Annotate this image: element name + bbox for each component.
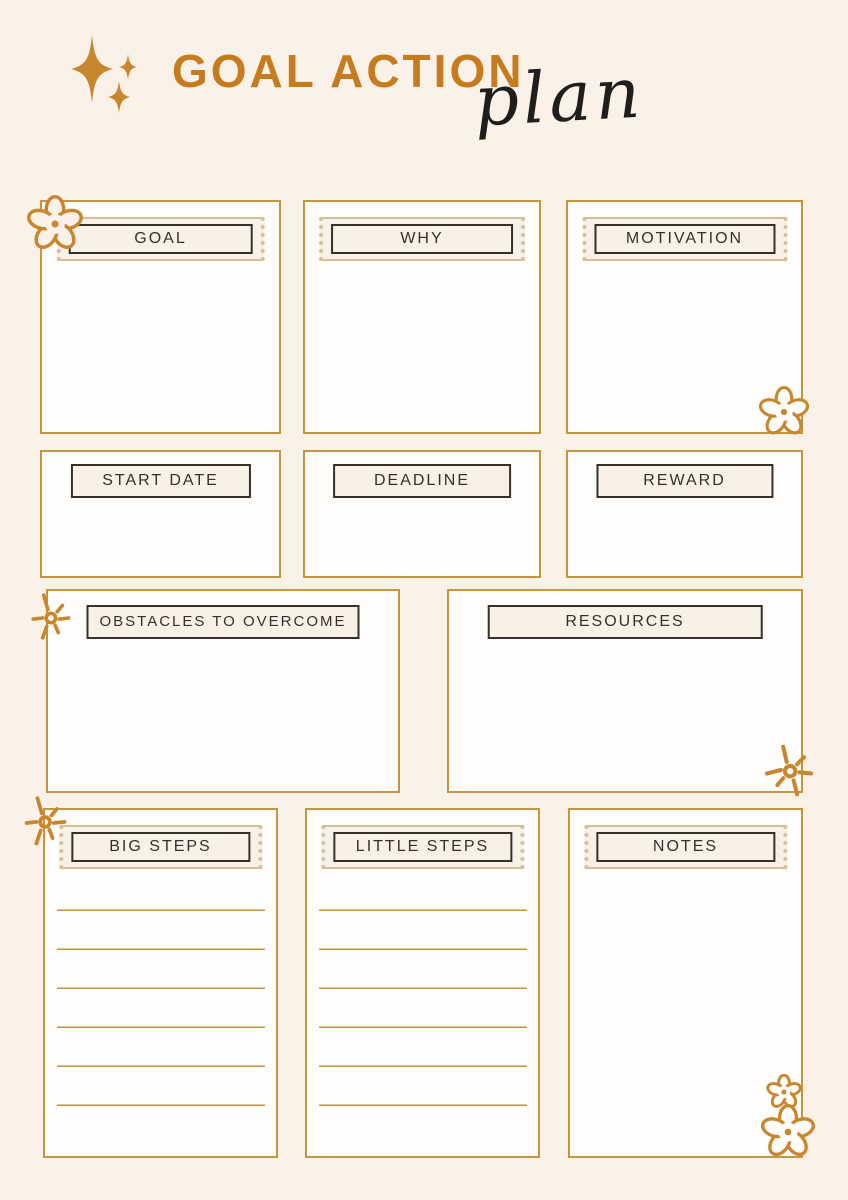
deadline-label: DEADLINE xyxy=(333,464,511,498)
little-steps-card xyxy=(305,808,540,1158)
start-date-card xyxy=(40,450,281,578)
page-title: GOAL ACTION xyxy=(172,45,525,97)
big-steps-card xyxy=(43,808,278,1158)
ruled-lines xyxy=(319,872,527,1143)
little-steps-label-tape xyxy=(321,825,524,869)
flower-doodle-icon xyxy=(26,192,84,256)
deadline-card xyxy=(303,450,541,578)
why-label: WHY xyxy=(331,224,513,254)
sparkles-icon xyxy=(70,33,142,113)
motivation-label: MOTIVATION xyxy=(594,224,775,254)
obstacles-label: OBSTACLES TO OVERCOME xyxy=(87,605,360,639)
resources-card xyxy=(447,589,803,793)
why-card xyxy=(303,200,541,434)
goal-label-tape xyxy=(56,217,265,261)
motivation-label-tape xyxy=(582,217,787,261)
notes-label-tape xyxy=(584,825,787,869)
reward-label: REWARD xyxy=(596,464,773,498)
obstacles-card xyxy=(46,589,400,793)
page-subtitle: plan xyxy=(471,51,647,143)
why-label-tape xyxy=(319,217,525,261)
start-date-label: START DATE xyxy=(70,464,250,498)
flower-doodle-icon xyxy=(760,1104,816,1160)
notes-label: NOTES xyxy=(596,832,775,862)
sunburst-doodle-icon xyxy=(18,790,72,856)
ruled-lines xyxy=(57,872,265,1143)
reward-card xyxy=(566,450,803,578)
big-steps-label: BIG STEPS xyxy=(71,832,250,862)
flower-doodle-icon xyxy=(758,386,810,438)
goal-label: GOAL xyxy=(68,224,253,254)
resources-label: RESOURCES xyxy=(488,605,763,639)
big-steps-label-tape xyxy=(59,825,262,869)
sunburst-doodle-icon xyxy=(26,586,78,650)
sunburst-doodle-icon xyxy=(760,738,818,802)
little-steps-label: LITTLE STEPS xyxy=(333,832,512,862)
